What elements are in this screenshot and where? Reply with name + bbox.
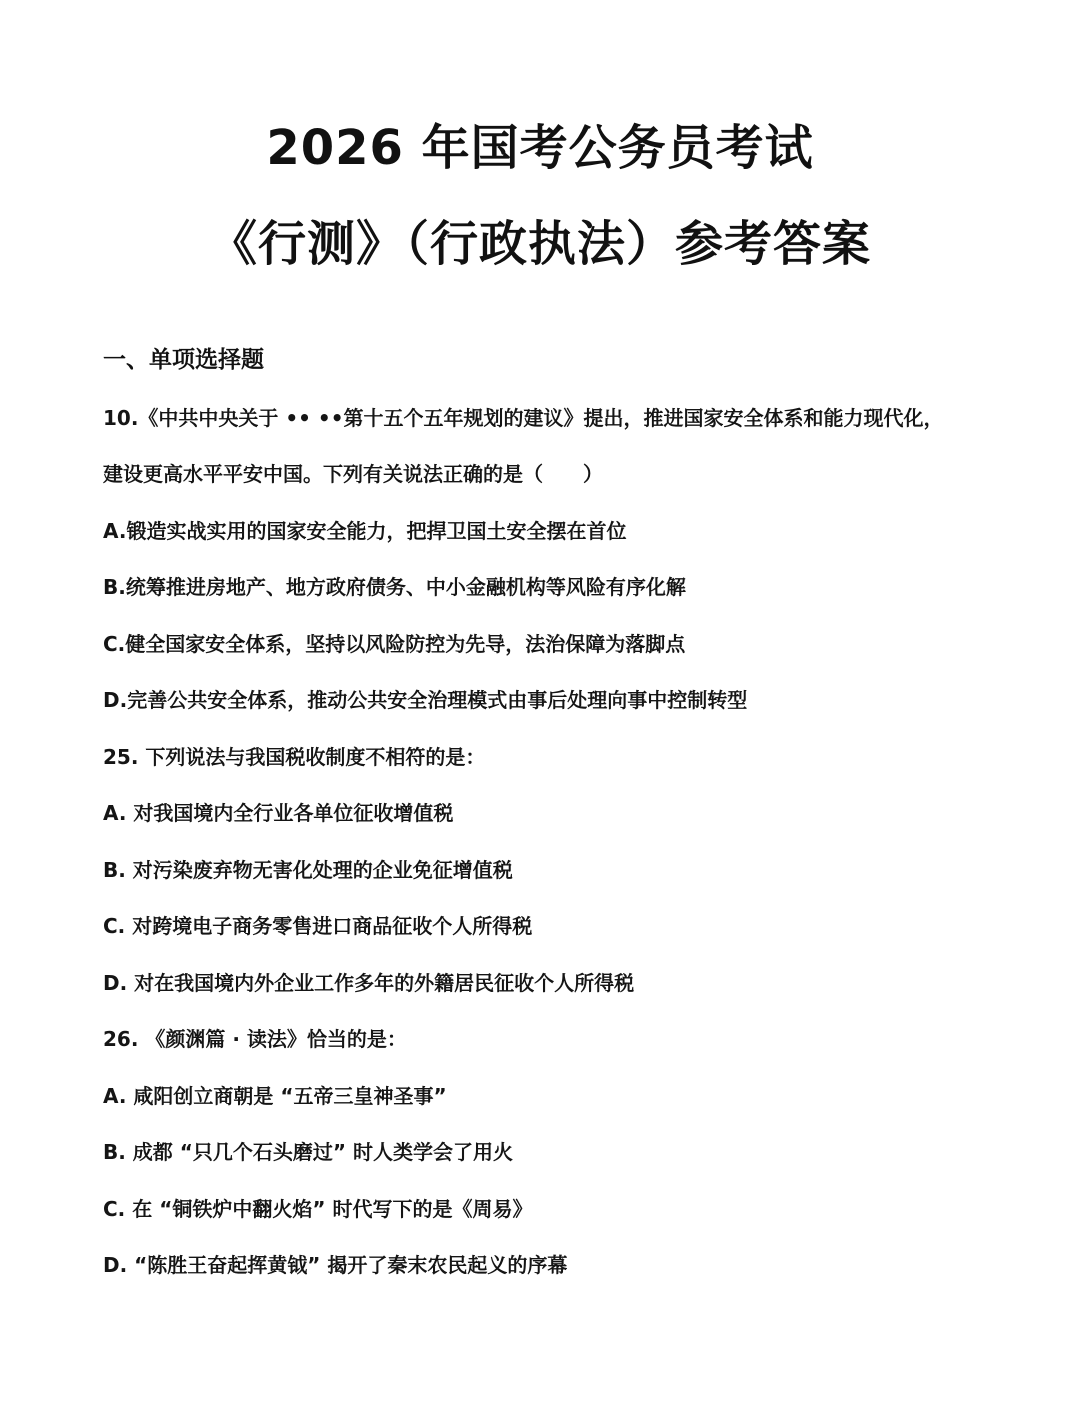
question-26-option-d: D. “陈胜王奋起挥黄钺” 揭开了秦末农民起义的序幕 [103, 1253, 568, 1277]
question-26-option-c: C. 在 “铜铁炉中翻火焰” 时代写下的是《周易》 [103, 1197, 533, 1221]
question-26-stem: 26. 《颜渊篇 · 读法》恰当的是： [103, 1027, 407, 1051]
section-heading: 一、单项选择题 [103, 347, 264, 373]
document-title-line-1: 2026 年国考公务员考试 [266, 120, 814, 176]
question-10-option-b: B.统筹推进房地产、地方政府债务、中小金融机构等风险有序化解 [103, 575, 686, 599]
question-10-option-c: C.健全国家安全体系，坚持以风险防控为先导，法治保障为落脚点 [103, 632, 686, 656]
question-26-option-a: A. 咸阳创立商朝是 “五帝三皇神圣事” [103, 1084, 447, 1108]
question-10-option-a: A.锻造实战实用的国家安全能力，把捍卫国土安全摆在首位 [103, 519, 627, 543]
question-25-option-b: B. 对污染废弃物无害化处理的企业免征增值税 [103, 858, 513, 882]
question-25-stem: 25. 下列说法与我国税收制度不相符的是： [103, 745, 486, 769]
question-25-option-a: A. 对我国境内全行业各单位征收增值税 [103, 801, 454, 825]
question-25-option-c: C. 对跨境电子商务零售进口商品征收个人所得税 [103, 914, 533, 938]
question-26-option-b: B. 成都 “只几个石头磨过” 时人类学会了用火 [103, 1140, 514, 1164]
question-10-stem-line-2: 建设更高水平平安中国。下列有关说法正确的是（ ） [103, 462, 603, 486]
question-10-stem-line-1: 10.《中共中央关于 •• ••第十五个五年规划的建议》提出，推进国家安全体系和能力现代化， [103, 406, 944, 430]
question-25-option-d: D. 对在我国境内外企业工作多年的外籍居民征收个人所得税 [103, 971, 635, 995]
document-title-line-2: 《行测》（行政执法）参考答案 [208, 216, 871, 272]
question-10-option-d: D.完善公共安全体系，推动公共安全治理模式由事后处理向事中控制转型 [103, 688, 748, 712]
